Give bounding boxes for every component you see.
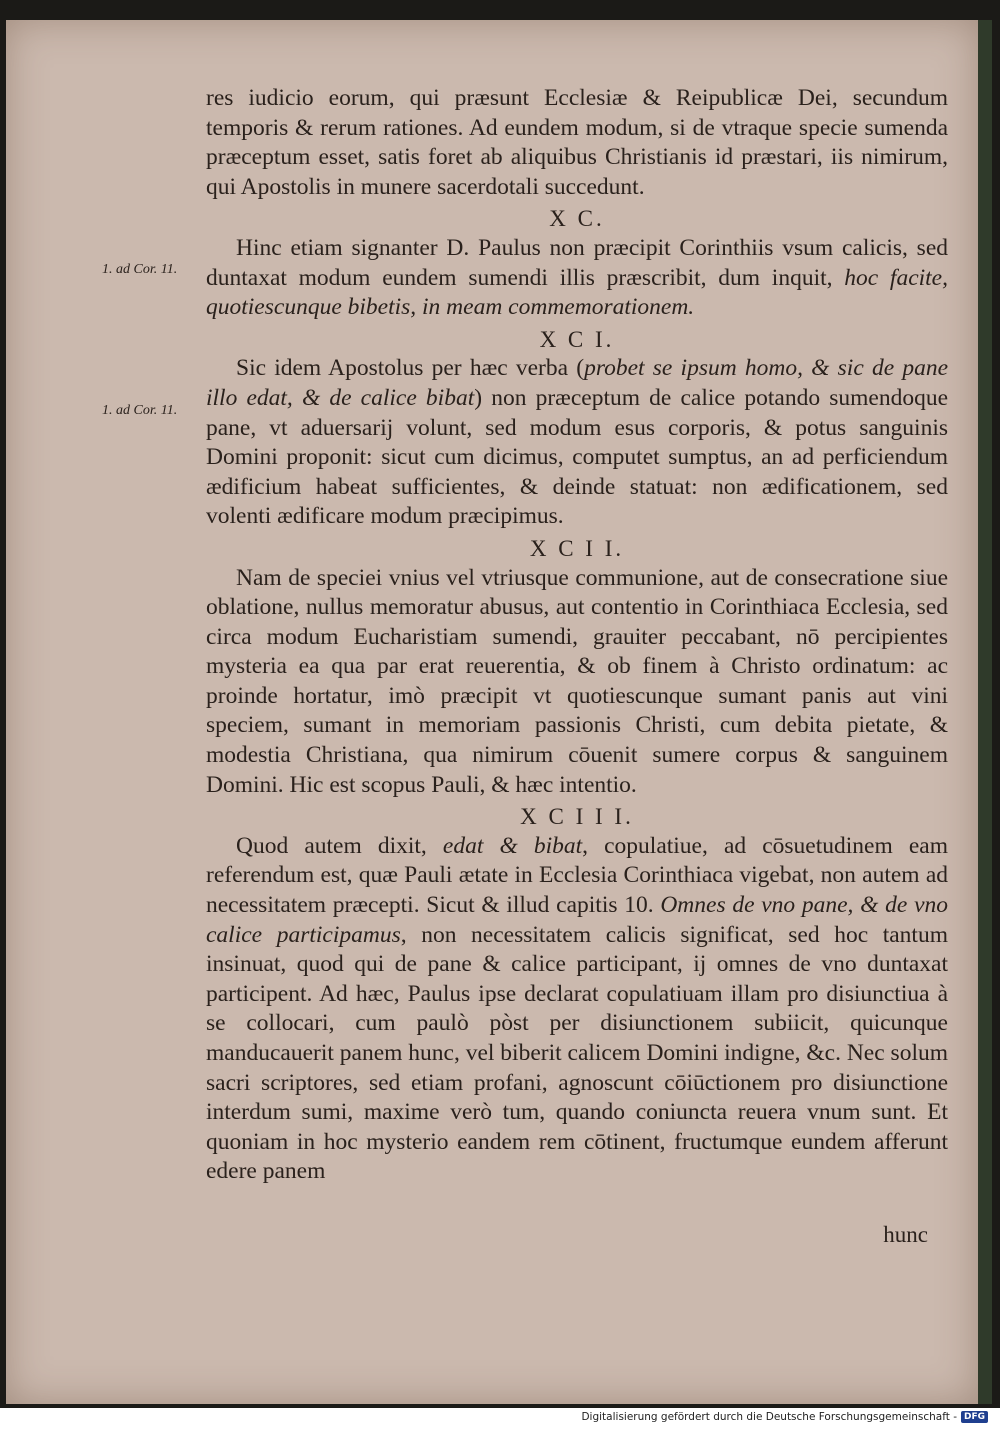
paragraph-text: Sic idem Apostolus per hæc verba ( xyxy=(236,355,585,382)
paragraph-text: , copulatiue, ad cōsuetudinem eam referendum est, quæ Pauli ætate in Ecclesia Corinthiaca vigebat, non autem ad necessitatem præcepti. Sicut & illud capitis 10. xyxy=(206,832,948,919)
catchword: hunc xyxy=(883,1222,928,1247)
paragraph-text: Nam de speciei vnius vel vtriusque communione, aut de consecratione siue oblatione, nullus memoratur abusus, aut contentio in Corinthiaca Ecclesia, sed circa modum Eucharistiam sumendi, grauiter peccabant, nō percipientes mysteria ea qua par erat reuerentia, & ob finem à Christo ordinatum: ac proinde hortatur, imò præcipit vt quotiescunque sumant panis aut vini speciem, sumant in memoriam passionis Christi, cum debita pietate, & modestia Christiana, qua nimirum cōuenit sumere corpus & sanguinem Domini. Hic est scopus Pauli, & hæc intentio. xyxy=(206,564,948,798)
paragraph-text: ) non præceptum de calice potando sumendoque pane, vt aduersarij volunt, sed modum esus corporis, & potus sanguinis Domini proponit: sicut cum dicimus, computet sumptus, an ad perficiendum ædificium habeat sufficientes, & deinde statuat: non ædificationem, sed volenti ædificare modum præcipimus. xyxy=(206,384,949,530)
quotation-italic: Omnes de vno pane, & de vno calice participamus xyxy=(206,892,949,948)
book-page xyxy=(6,20,992,1404)
paragraph-text: res iudicio eorum, qui præsunt Ecclesiæ & Reipublicæ Dei, secundum temporis & rerum rationes. Ad eundem modum, si de vtraque specie sumenda præceptum esset, satis foret ab aliquibus Christianis id præstari, iis nimirum, qui Apostolis in munere sacerdotali succedunt. xyxy=(206,85,948,200)
quotation-italic: edat & bibat xyxy=(442,832,583,859)
digitization-footer xyxy=(581,1411,988,1423)
paragraph-xc xyxy=(206,234,948,323)
paragraph-xci xyxy=(206,354,948,532)
page-body xyxy=(206,84,948,1187)
margin-note-citation: 1. ad Cor. 11. xyxy=(102,262,178,277)
quotation-italic: hoc facite, quotiescunque bibetis, in meam commemorationem. xyxy=(206,264,948,321)
margin-note-citation: 1. ad Cor. 11. xyxy=(102,403,178,418)
paragraph-continuation xyxy=(206,84,948,202)
section-heading-xci: X C I. xyxy=(539,326,615,352)
quotation-italic: probet se ipsum homo, & sic de pane illo edat, & de calice bibat xyxy=(206,355,949,411)
paragraph-xcii xyxy=(206,564,948,801)
paragraph-text: Quod autem dixit, xyxy=(236,832,443,859)
paragraph-text: , non necessitatem calicis significat, sed hoc tantum insinuat, quod qui de pane & calice participant, ij omnes de vno duntaxat participent. Ad hæc, Paulus ipse declarat copulatiuam illam pro disiunctiua à se collocari, cum paulò pòst per disiunctionem subiicit, quicunque manducauerit panem hunc, vel biberit calicem Domini indigne, &c. Nec solum sacri scriptores, sed etiam profani, agnoscunt cōiūctionem pro disiunctione interdum sumi, maxime verò tum, quando coniuncta reuera vnum sunt. Et quoniam in hoc mysterio eandem rem cōtinent, fructumque eundem afferunt edere panem xyxy=(206,921,948,1185)
dfg-logo-icon: DFG xyxy=(961,1411,988,1423)
section-heading-xc: X C. xyxy=(549,206,605,232)
section-heading-xciii: X C I I I. xyxy=(520,804,634,830)
paragraph-xciii xyxy=(206,832,948,1187)
section-heading-xcii: X C I I. xyxy=(529,535,625,561)
paragraph-text: Hinc etiam signanter D. Paulus non præcipit Corinthiis vsum calicis, sed duntaxat modum eundem sumendi illis præscribit, dum inquit, xyxy=(206,234,948,291)
footer-text: Digitalisierung gefördert durch die Deutsche Forschungsgemeinschaft - xyxy=(581,1411,957,1423)
